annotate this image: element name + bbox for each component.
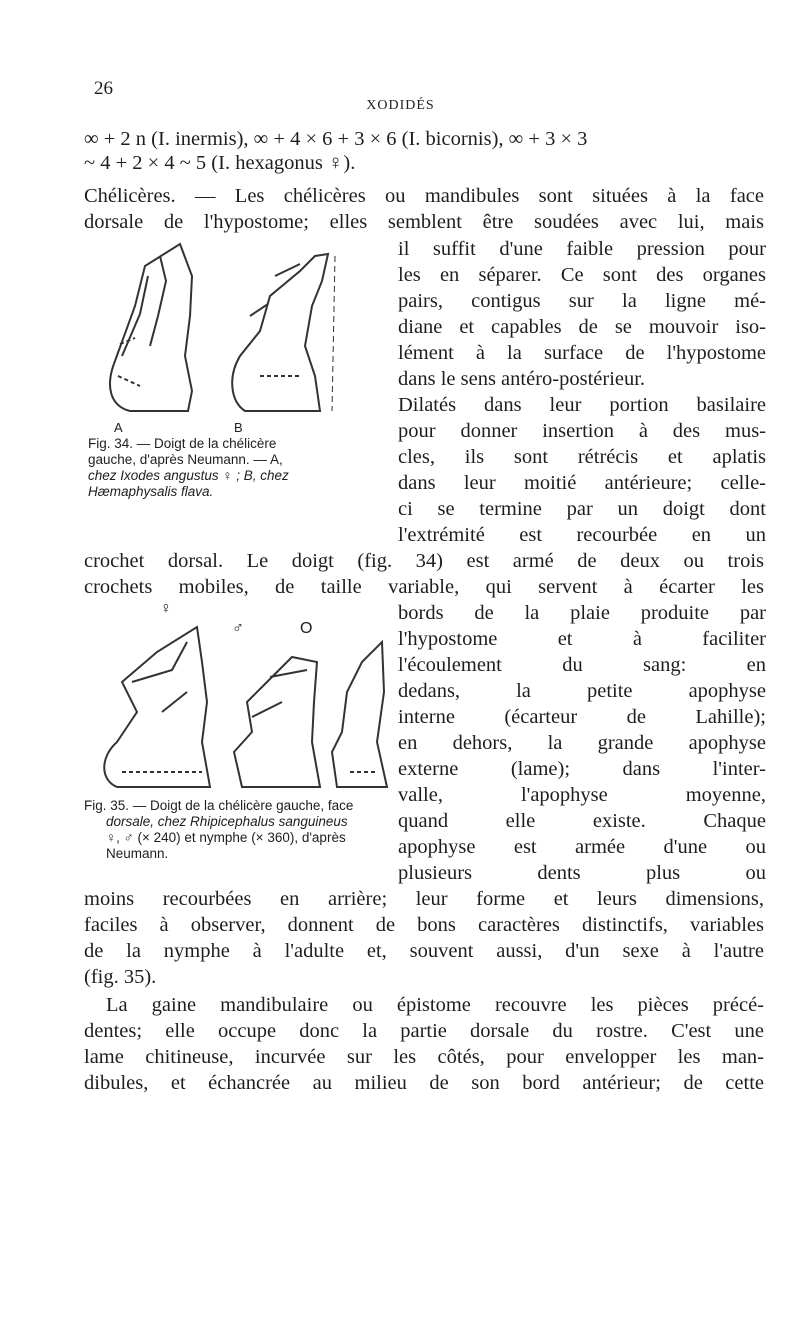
text-line: les en séparer. Ce sont des organes: [398, 264, 766, 286]
text-line: pour donner insertion à des mus-: [398, 420, 766, 442]
text-line: lame chitineuse, incurvée sur les côtés, pour envelopper les man-: [84, 1046, 764, 1068]
text-line: valle, l'apophyse moyenne,: [398, 784, 766, 806]
text-line: dedans, la petite apophyse: [398, 680, 766, 702]
text-line: faciles à observer, donnent de bons caractères distinctifs, variables: [84, 914, 764, 936]
text-line: interne (écarteur de Lahille);: [398, 706, 766, 728]
text-line: dans le sens antéro-postérieur.: [398, 368, 646, 390]
figure-35-caption-1: Fig. 35. — Doigt de la chélicère gauche, face: [84, 798, 354, 813]
text-line: l'extrémité est recourbée en un: [398, 524, 766, 546]
text-line: apophyse est armée d'une ou: [398, 836, 766, 858]
text-line: Chélicères. — Les chélicères ou mandibules sont situées à la face: [84, 185, 764, 207]
figure-34-caption-4: Hæmaphysalis flava.: [88, 484, 214, 499]
text-line: dentes; elle occupe donc la partie dorsale du rostre. C'est une: [84, 1020, 764, 1042]
text-line: moins recourbées en arrière; leur forme et leurs dimensions,: [84, 888, 764, 910]
figure-34-drawing: [100, 236, 390, 416]
figure-34-caption-2: gauche, d'après Neumann. — A,: [88, 452, 283, 467]
text-line: dorsale de l'hypostome; elles semblent être soudées avec lui, mais: [84, 211, 764, 233]
text-line: l'hypostome et à faciliter: [398, 628, 766, 650]
text-line: plusieurs dents plus ou: [398, 862, 766, 884]
text-line: crochet dorsal. Le doigt (fig. 34) est armé de deux ou trois: [84, 550, 764, 572]
text-line: Dilatés dans leur portion basilaire: [398, 394, 766, 416]
text-line: lément à la surface de l'hypostome: [398, 342, 766, 364]
formula-line-2: ~ 4 + 2 × 4 ~ 5 (I. hexagonus ♀).: [84, 152, 356, 174]
text-line: ci se termine par un doigt dont: [398, 498, 766, 520]
chelicera-b-outline: [232, 254, 328, 411]
text-line: dans leur moitié antérieure; celle-: [398, 472, 766, 494]
chelicera-female-outline: [104, 627, 210, 787]
text-line: pairs, contigus sur la ligne mé-: [398, 290, 766, 312]
figure-34-caption-1: Fig. 34. — Doigt de la chélicère: [88, 436, 277, 451]
running-title: XODIDÉS: [366, 98, 435, 113]
figure-35-caption-4: Neumann.: [106, 846, 169, 861]
figure-35-label-nymph: O: [300, 620, 313, 637]
text-line: bords de la plaie produite par: [398, 602, 766, 624]
text-line: l'écoulement du sang: en: [398, 654, 766, 676]
text-line: diane et capables de se mouvoir iso-: [398, 316, 766, 338]
figure-34-caption-3: chez Ixodes angustus ♀ ; B, chez: [88, 468, 289, 483]
text-line: en dehors, la grande apophyse: [398, 732, 766, 754]
text-line: La gaine mandibulaire ou épistome recouvre les pièces précé-: [106, 994, 764, 1016]
text-line: il suffit d'une faible pression pour: [398, 238, 766, 260]
figure-35-label-male: ♂: [232, 620, 244, 637]
text-line: (fig. 35).: [84, 966, 157, 988]
text-line: cles, ils sont rétrécis et aplatis: [398, 446, 766, 468]
figure-35-label-female: ♀: [160, 600, 172, 617]
page-number: 26: [94, 78, 113, 99]
formula-line-1: ∞ + 2 n (I. inermis), ∞ + 4 × 6 + 3 × 6 (I. bicornis), ∞ + 3 × 3: [84, 128, 588, 150]
figure-35-caption-2: dorsale, chez Rhipicephalus sanguineus: [106, 814, 348, 829]
figure-34-label-a: A: [114, 420, 123, 435]
figure-35-caption-3: ♀, ♂ (× 240) et nymphe (× 360), d'après: [106, 830, 346, 845]
text-line: dibules, et échancrée au milieu de son bord antérieur; de cette: [84, 1072, 764, 1094]
text-line: de la nymphe à l'adulte et, souvent aussi, d'un sexe à l'autre: [84, 940, 764, 962]
chelicera-nymph-outline: [332, 642, 387, 787]
text-line: crochets mobiles, de taille variable, qui servent à écarter les: [84, 576, 764, 598]
text-line: externe (lame); dans l'inter-: [398, 758, 766, 780]
chelicera-a-outline: [110, 244, 192, 411]
figure-34-label-b: B: [234, 420, 243, 435]
figure-35-drawing: [92, 622, 392, 797]
text-line: quand elle existe. Chaque: [398, 810, 766, 832]
